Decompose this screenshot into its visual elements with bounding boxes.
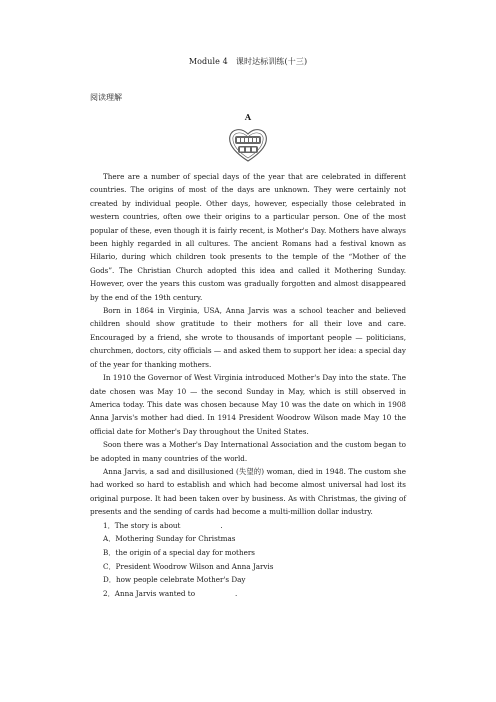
question-1-option-d[interactable]: D．how people celebrate Mother's Day — [103, 575, 246, 585]
mothers-day-logo-icon — [224, 124, 272, 164]
section-heading: 阅读理解 — [90, 93, 122, 102]
passage-paragraph: Born in 1864 in Virginia, USA, Anna Jarvis was a school teacher and believed children should show gratitude to their mothers for all their love and care. Encouraged by a friend, she wrote to thousands of important people — politicians, churchmen, doctors, city officials — and asked them to support her idea: a special day of the year for thanking mothers. — [90, 306, 406, 369]
passage-paragraph: There are a number of special days of the year that are celebrated in different countries. The origins of most of the days are unknown. They were certainly not created by individual people. Other days, however, especially those celebrated in western countries, often owe their origins to a particular person. One of the most popular of these, even though it is fairly recent, is Mother's Day. Mothers have always been highly regarded in all cultures. The ancient Romans had a festival known as Hilario, during which children took presents to the temple of the “Mother of the Gods”. The Christian Church adopted this idea and called it Mothering Sunday. However, over the years this custom was gradually forgotten and almost disappeared by the end of the 19th century. — [90, 172, 406, 302]
question-1-option-a[interactable]: A．Mothering Sunday for Christmas — [103, 534, 236, 544]
question-1-option-b[interactable]: B．the origin of a special day for mothers — [103, 547, 255, 557]
passage-letter: A — [244, 112, 252, 122]
question-1 — [90, 519, 406, 533]
passage-body — [90, 170, 406, 601]
passage-paragraph: In 1910 the Governor of West Virginia introduced Mother's Day into the state. The date chosen was May 10 — the second Sunday in May, which is still observed in America today. This date was chosen because May 10 was the date on which in 1908 Anna Jarvis's mother had died. In 1914 President Woodrow Wilson made May 10 the official date for Mother's Day throughout the United States. — [90, 373, 406, 436]
question-1-option-c[interactable]: C．President Woodrow Wilson and Anna Jarvis — [103, 561, 274, 571]
question-2 — [90, 587, 406, 601]
passage-paragraph: Anna Jarvis, a sad and disillusioned (失望的) woman, died in 1948. The custom she had worked so hard to establish and which had become almost universal had lost its original purpose. It had been taken over by business. As with Christmas, the giving of presents and the sending of cards had become a multi-million dollar industry. — [90, 466, 406, 517]
page-title: Module 4 课时达标训练(十三) — [188, 57, 308, 66]
passage-paragraph: Soon there was a Mother's Day International Association and the custom began to be adopted in many countries of the world. — [90, 440, 406, 463]
question-stem: 2．Anna Jarvis wanted to — [103, 589, 196, 599]
question-stem: 1．The story is about — [103, 520, 181, 530]
question-end: . — [220, 520, 223, 530]
question-end: . — [235, 589, 238, 599]
